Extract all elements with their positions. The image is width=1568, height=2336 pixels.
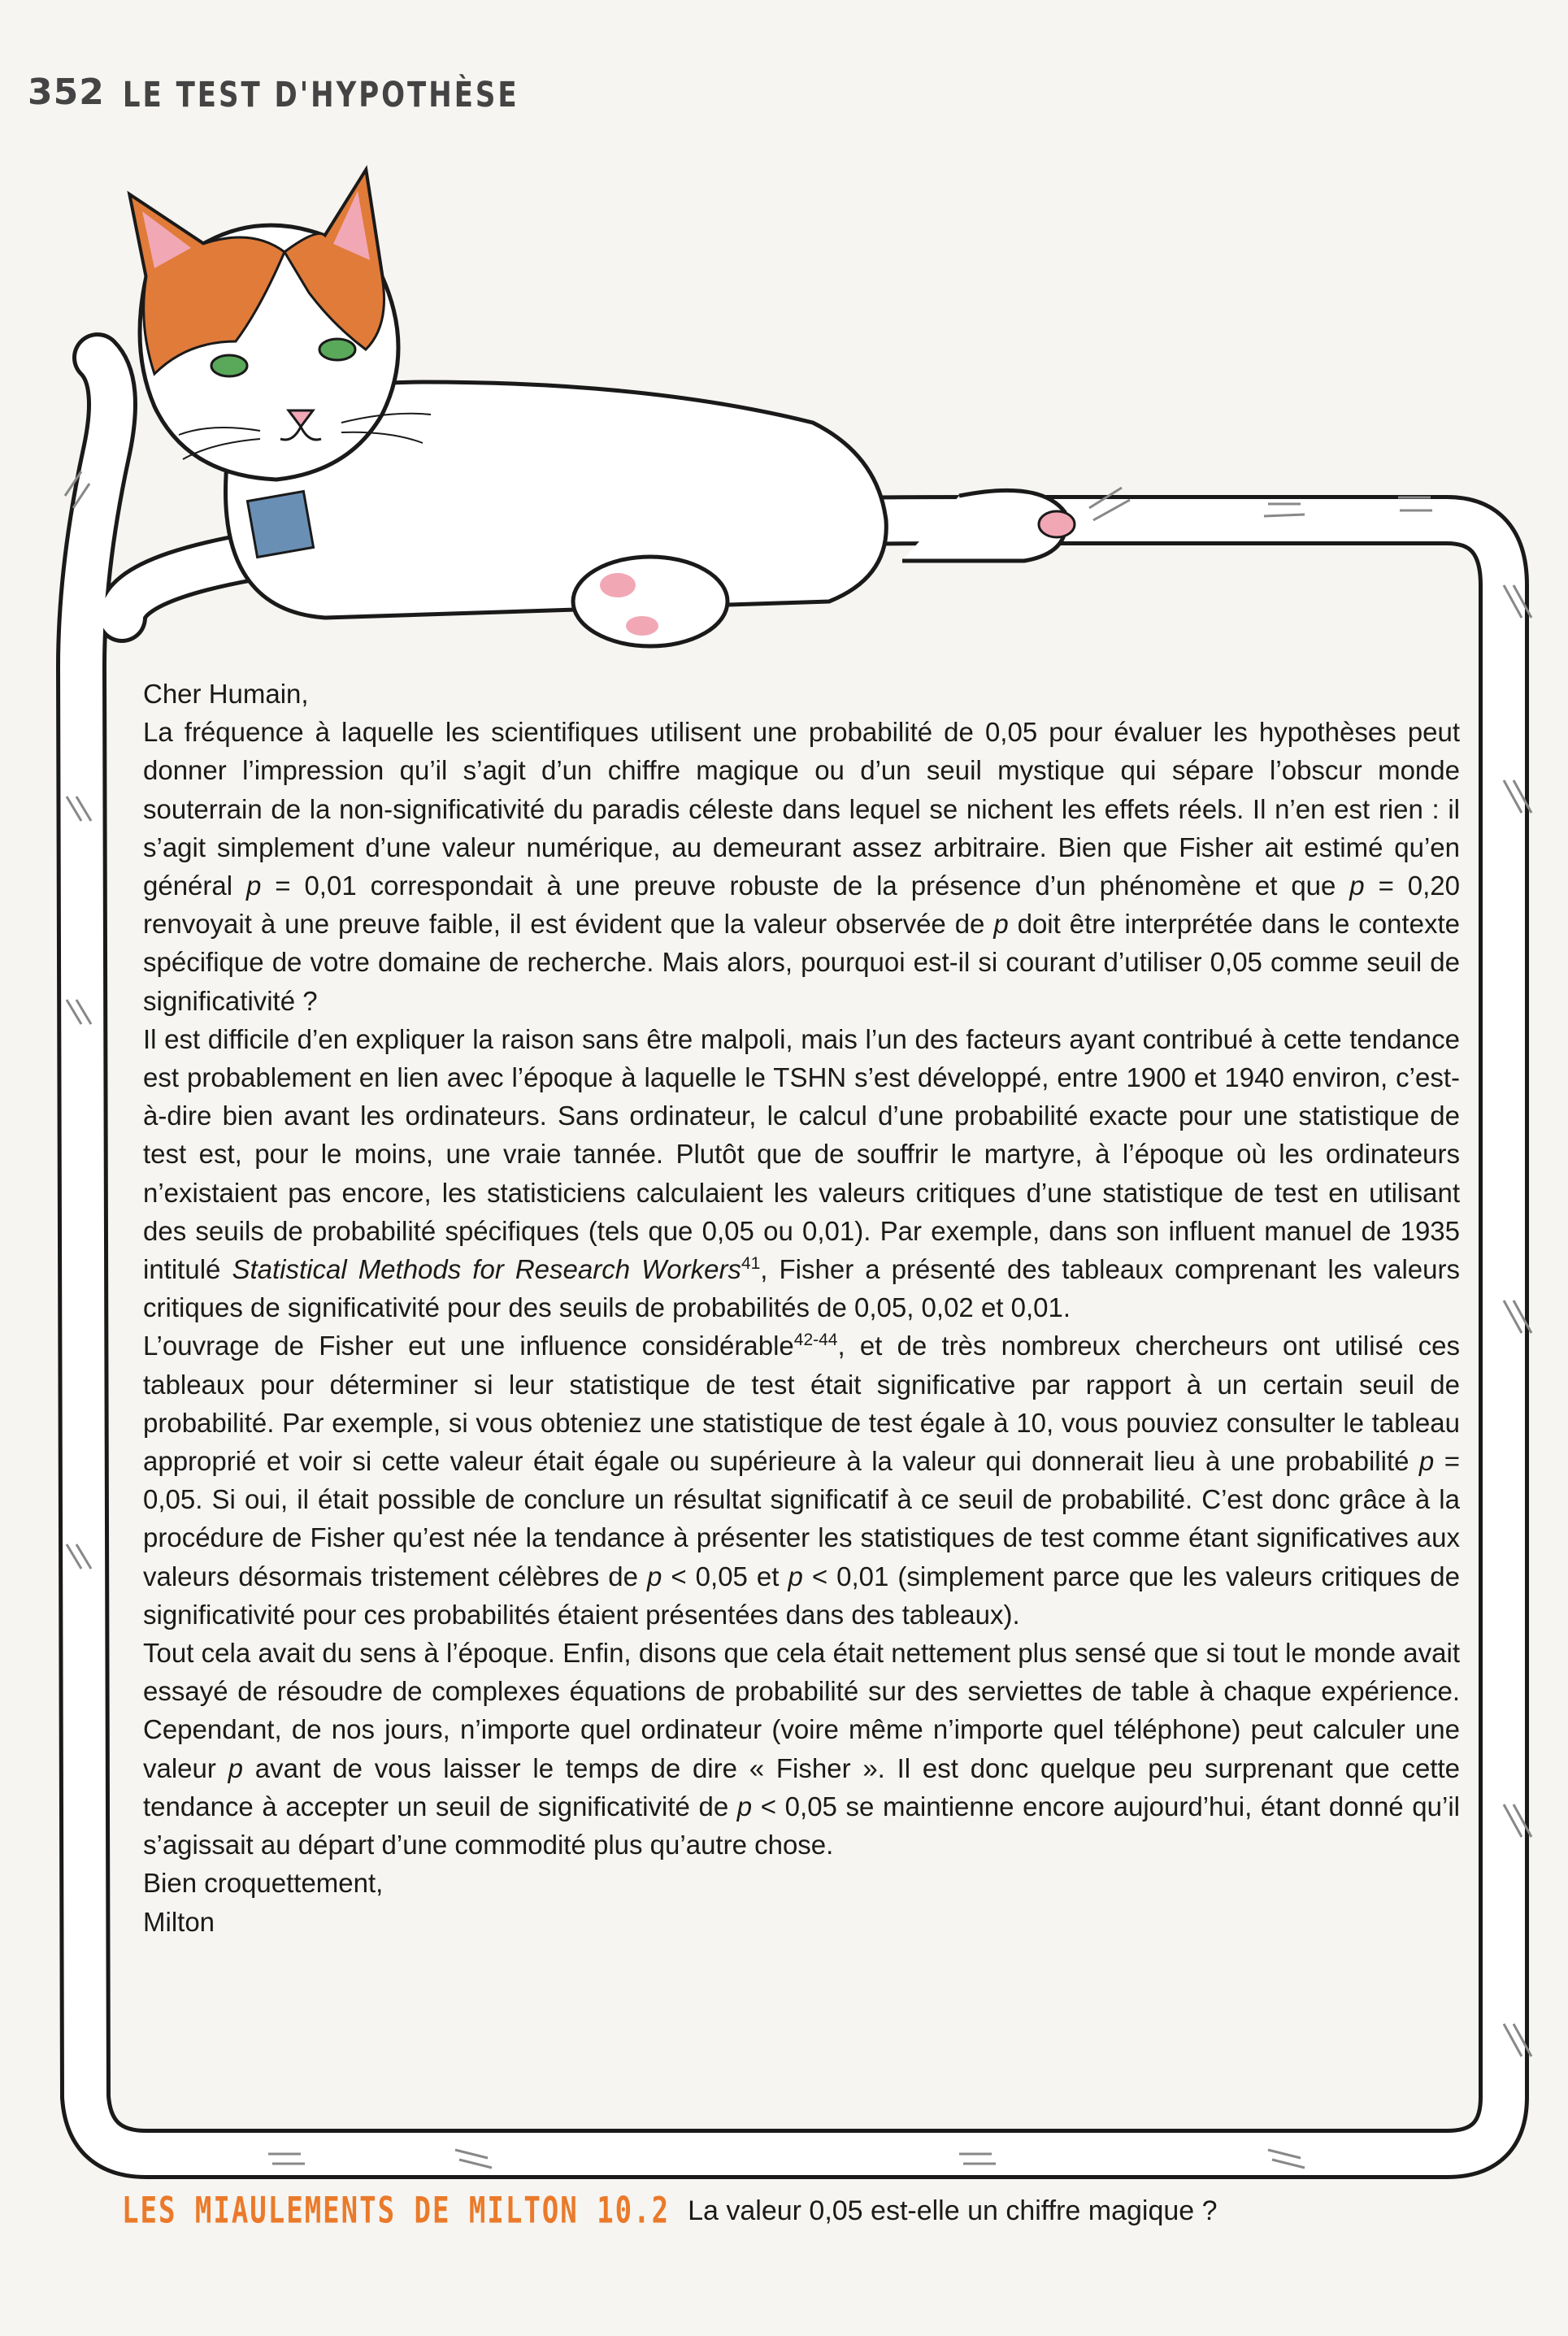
letter-paragraph-2: Il est difficile d’en expliquer la raison sans être malpoli, mais l’un des facteurs ayant contribué à cette tendance est probablement en lien avec l’époque à laquelle le TSHN s’est développé, entre 1900 et 1940 environ, c’est-à-dire bien avant les ordinateurs. Sans ordinateur, le calcul d’une probabilité exacte pour une statistique de test est, pour le moins, une vraie tannée. Plutôt que de souffrir le martyre, à l’époque où les ordinateurs n’existaient pas encore, les statisticiens calculaient les valeurs critiques d’une statistique de test en utilisant des seuils de probabilité spécifiques (tels que 0,05 ou 0,01). Par exemple, dans son influent manuel de 1935 intitulé Statistical Methods for Research Workers$^{41}$, Fisher a présenté des tableaux comprenant les valeurs critiques de significativité pour des seuils de probabilités de 0,05, 0,02 et 0,01.: [143, 1023, 1460, 1323]
caption-label: LES MIAULEMENTS DE MILTON 10.2: [122, 2190, 671, 2232]
letter-paragraph-3: L’ouvrage de Fisher eut une influence considérable$^{42-44}$, et de très nombreux chercheurs ont utilisé ces tableaux pour déterminer si leur statistique de test était significative par rapport à un certain seuil de probabilité. Par exemple, si vous obteniez une statistique de test égale à 10, vous pouviez consulter le tableau approprié et voir si cette valeur était égale ou supérieure à la valeur qui donnerait lieu à une probabilité p = 0,05. Si oui, il était possible de conclure un résultat significatif à ce seuil de probabilité. C’est donc grâce à la procédure de Fisher qu’est née la tendance à présenter les statistiques de test comme étant significatives aux valeurs désormais tristement célèbres de p < 0,05 et p < 0,01 (simplement parce que les valeurs critiques de significativité pour ces probabilités étaient présentées dans des tableaux).: [143, 1331, 1460, 1630]
running-title: LE TEST D'HYPOTHÈSE: [122, 75, 519, 115]
figure-caption: [122, 2190, 1218, 2232]
cat-illustration: [130, 171, 1075, 646]
letter-paragraph-4: Tout cela avait du sens à l’époque. Enfin, disons que cela était nettement plus sensé que si tout le monde avait essayé de résoudre de complexes équations de probabilité sur des serviettes de table à chaque expérience. Cependant, de nos jours, n’importe quel ordinateur (voire même n’importe quel téléphone) peut calculer une valeur p avant de vous laisser le temps de dire « Fisher ». Il est donc quelque peu surprenant que cette tendance à accepter un seuil de significativité de p < 0,05 se maintienne encore aujourd’hui, étant donné qu’il s’agissait au départ d’une commodité plus qu’autre chose.: [143, 1638, 1460, 1861]
letter-paragraph-1: La fréquence à laquelle les scientifiques utilisent une probabilité de 0,05 pour évaluer les hypothèses peut donner l’impression qu’il s’agit d’un chiffre magique ou d’un seuil mystique qui sépare l’obscur monde souterrain de la non-significativité du paradis céleste dans lequel se nichent les effets réels. Il n’en est rien : il s’agit simplement d’une valeur numérique, au demeurant assez arbitraire. Bien que Fisher ait estimé qu’en général p = 0,01 correspondait à une preuve robuste de la présence d’un phénomène et que p = 0,20 renvoyait à une preuve faible, il est évident que la valeur observée de p doit être interprétée dans le contexte spécifique de votre domaine de recherche. Mais alors, pourquoi est-il si courant d’utiliser 0,05 comme seuil de significativité ?: [143, 717, 1460, 1016]
page-number: 352: [28, 72, 105, 113]
letter-signature: Milton: [143, 1906, 215, 1937]
caption-text: La valeur 0,05 est-elle un chiffre magique ?: [688, 2195, 1218, 2226]
letter-salutation: Cher Humain,: [143, 679, 309, 709]
letter-body: [143, 675, 1460, 1941]
letter-closing: Bien croquettement,: [143, 1868, 384, 1899]
